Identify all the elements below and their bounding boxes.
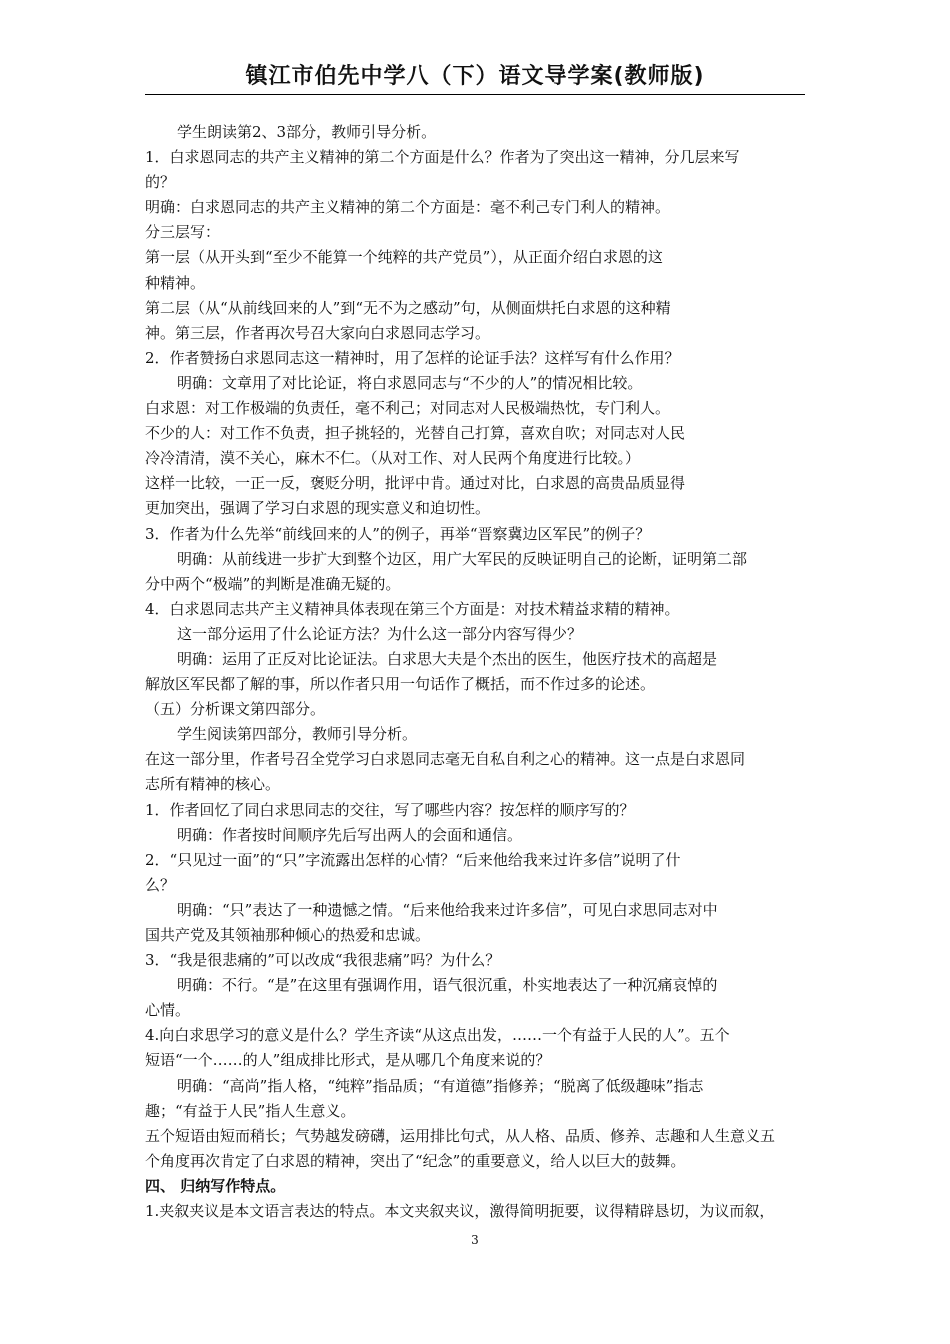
text-line: 第一层（从开头到“至少不能算一个纯粹的共产党员”），从正面介绍白求恩的这 — [145, 248, 663, 267]
text-line: 1．白求恩同志的共产主义精神的第二个方面是什么？作者为了突出这一精神，分几层来写 — [145, 148, 740, 167]
text-line: 明确：运用了正反对比论证法。白求思大夫是个杰出的医生，他医疗技术的高超是 — [177, 649, 718, 668]
text-line: 4.向白求思学习的意义是什么？学生齐读“从这点出发，……一个有益于人民的人”。五个 — [145, 1026, 730, 1045]
text-line: 1．作者回忆了同白求思同志的交往，写了哪些内容？按怎样的顺序写的？ — [145, 800, 635, 819]
text-line: 4．白求恩同志共产主义精神具体表现在第三个方面是：对技术精益求精的精神。 — [145, 599, 680, 618]
text-line: 么？ — [145, 875, 176, 894]
text-line: 在这一部分里，作者号召全党学习白求恩同志毫无自私自利之心的精神。这一点是白求恩同 — [145, 750, 746, 769]
text-line: （五）分析课文第四部分。 — [145, 700, 326, 719]
text-line: 心情。 — [145, 1001, 191, 1020]
text-line: 明确：“只”表达了一种遗憾之情。“后来他给我来过许多信”，可见白求思同志对中 — [177, 900, 718, 919]
text-line: 明确：从前线进一步扩大到整个边区，用广大军民的反映证明自己的论断，证明第二部 — [177, 549, 748, 568]
text-line: 志所有精神的核心。 — [145, 775, 281, 794]
text-line: 明确：文章用了对比论证，将白求恩同志与“不少的人”的情况相比较。 — [177, 373, 643, 392]
text-line: 1.夹叙夹议是本文语言表达的特点。本文夹叙夹议，激得简明扼要，议得精辟恳切，为议而叙， — [145, 1202, 775, 1221]
text-line: 不少的人：对工作不负责，担子挑轻的，光替自己打算，喜欢自吹；对同志对人民 — [145, 424, 686, 443]
text-line: 分三层写： — [145, 223, 221, 242]
text-line: 明确：作者按时间顺序先后写出两人的会面和通信。 — [177, 825, 523, 844]
text-line: 的？ — [145, 173, 176, 192]
page-header — [145, 62, 805, 95]
text-line: 这样一比较，一正一反，褒贬分明，批评中肯。通过对比，白求恩的高贵品质显得 — [145, 474, 686, 493]
text-line: 学生朗读第2、3部分，教师引导分析。 — [177, 123, 437, 141]
text-line: 种精神。 — [145, 273, 206, 292]
text-line: 个角度再次肯定了白求恩的精神，突出了“纪念”的重要意义，给人以巨大的鼓舞。 — [145, 1151, 686, 1170]
text-line: 国共产党及其领袖那种倾心的热爱和忠诚。 — [145, 926, 431, 944]
page-number: 3 — [471, 1233, 479, 1247]
text-line: 白求恩：对工作极端的负责任，毫不利己；对同志对人民极端热忱，专门利人。 — [145, 399, 671, 418]
text-line: 明确：白求恩同志的共产主义精神的第二个方面是：毫不利己专门利人的精神。 — [145, 198, 671, 217]
text-line: 3．作者为什么先举“前线回来的人”的例子，再举“晋察冀边区军民”的例子？ — [145, 524, 651, 543]
text-line: 明确：不行。“是”在这里有强调作用，语气很沉重，朴实地表达了一种沉痛哀悼的 — [177, 976, 718, 995]
text-line: 2．“只见过一面”的“只”字流露出怎样的心情？“后来他给我来过许多信”说明了什 — [145, 850, 681, 869]
section-heading: 四、 归纳写作特点。 — [145, 1176, 286, 1195]
text-line: 短语“一个……的人”组成排比形式，是从哪几个角度来说的？ — [145, 1051, 551, 1070]
text-line: 学生阅读第四部分，教师引导分析。 — [177, 725, 418, 744]
header-title: 镇江市伯先中学八（下）语文导学案(教师版) — [245, 64, 705, 89]
text-line: 冷冷清清，漠不关心，麻木不仁。（从对工作、对人民两个角度进行比较。） — [145, 449, 641, 468]
text-line: 神。第三层，作者再次号召大家向白求恩同志学习。 — [145, 323, 491, 342]
text-line: 更加突出，强调了学习白求恩的现实意义和迫切性。 — [145, 499, 491, 518]
text-line: 第二层（从“从前线回来的人”到“无不为之感动”句，从侧面烘托白求恩的这种精 — [145, 298, 671, 317]
text-line: 解放区军民都了解的事，所以作者只用一句话作了概括，而不作过多的论述。 — [145, 675, 656, 694]
text-line: 明确：“高尚”指人格，“纯粹”指品质；“有道德”指修养；“脱离了低级趣味”指志 — [177, 1076, 704, 1095]
text-line: 五个短语由短而稍长；气势越发磅礴，运用排比句式，从人格、品质、修养、志趣和人生意义五 — [145, 1126, 776, 1145]
text-line: 这一部分运用了什么论证方法？为什么这一部分内容写得少？ — [177, 624, 583, 643]
text-line: 趣；“有益于人民”指人生意义。 — [145, 1101, 356, 1120]
document-body — [145, 120, 810, 1224]
text-line: 3．“我是很悲痛的”可以改成“我很悲痛”吗？为什么？ — [145, 951, 501, 970]
text-line: 2．作者赞扬白求恩同志这一精神时，用了怎样的论证手法？这样写有什么作用？ — [145, 348, 680, 367]
text-line: 分中两个“极端”的判断是准确无疑的。 — [145, 574, 401, 593]
